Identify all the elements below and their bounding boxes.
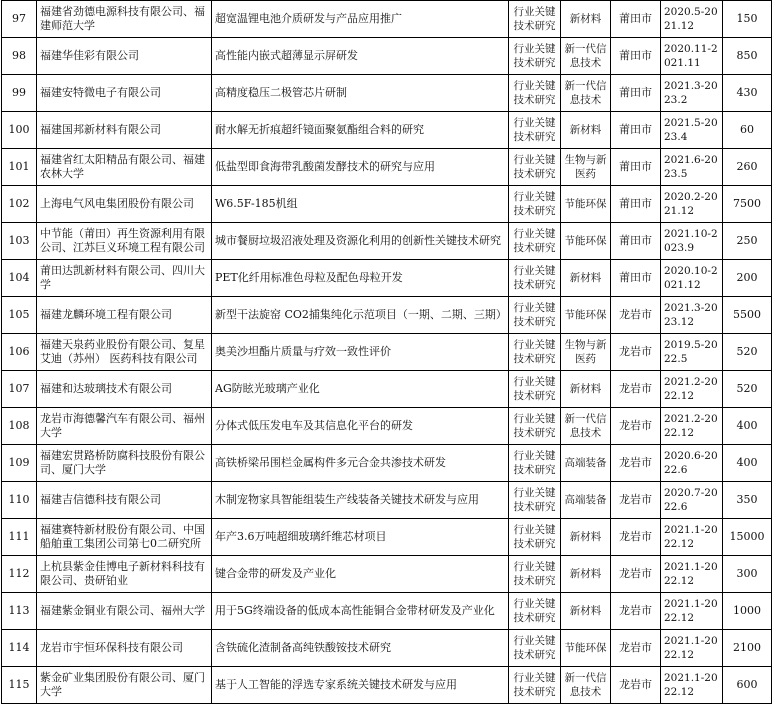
- amount-cell: 200: [723, 260, 772, 297]
- row-number: 99: [2, 75, 37, 112]
- period-cell: 2020.5-2021.12: [661, 1, 723, 38]
- category-cell: 行业关键技术研究: [509, 445, 561, 482]
- category-cell: 行业关键技术研究: [509, 75, 561, 112]
- organization-cell: 福建国邦新材料有限公司: [37, 112, 212, 149]
- period-cell: 2021.2-2022.12: [661, 408, 723, 445]
- project-name-cell: 城市餐厨垃圾沼液处理及资源化利用的创新性关键技术研究: [212, 223, 509, 260]
- city-cell: 莆田市: [611, 75, 661, 112]
- table-row: [2, 260, 772, 297]
- row-number: 111: [2, 519, 37, 556]
- project-name-cell: 键合金带的研发及产业化: [212, 556, 509, 593]
- organization-cell: 福建天泉药业股份有限公司、复星艾迪（苏州） 医药科技有限公司: [37, 334, 212, 371]
- project-name-cell: 超宽温锂电池介质研发与产品应用推广: [212, 1, 509, 38]
- city-cell: 龙岩市: [611, 593, 661, 630]
- project-name-cell: 高精度稳压二极管芯片研制: [212, 75, 509, 112]
- amount-cell: 150: [723, 1, 772, 38]
- tech-field-cell: 新材料: [561, 1, 611, 38]
- amount-cell: 430: [723, 75, 772, 112]
- table-row: [2, 186, 772, 223]
- city-cell: 龙岩市: [611, 334, 661, 371]
- row-number: 97: [2, 1, 37, 38]
- organization-cell: 福建赛特新材股份有限公司、中国船舶重工集团公司第七0二研究所: [37, 519, 212, 556]
- table-row: [2, 519, 772, 556]
- city-cell: 莆田市: [611, 112, 661, 149]
- project-name-cell: 基于人工智能的浮选专家系统关键技术研发与应用: [212, 667, 509, 704]
- table-row: [2, 112, 772, 149]
- amount-cell: 1000: [723, 593, 772, 630]
- amount-cell: 400: [723, 408, 772, 445]
- city-cell: 莆田市: [611, 149, 661, 186]
- period-cell: 2021.2-2022.12: [661, 371, 723, 408]
- city-cell: 龙岩市: [611, 408, 661, 445]
- organization-cell: 福建华佳彩有限公司: [37, 38, 212, 75]
- project-name-cell: 分体式低压发电车及其信息化平台的研发: [212, 408, 509, 445]
- row-number: 101: [2, 149, 37, 186]
- category-cell: 行业关键技术研究: [509, 112, 561, 149]
- project-name-cell: 奥美沙坦酯片质量与疗效一致性评价: [212, 334, 509, 371]
- amount-cell: 7500: [723, 186, 772, 223]
- period-cell: 2020.2-2021.12: [661, 186, 723, 223]
- period-cell: 2019.5-2022.5: [661, 334, 723, 371]
- project-name-cell: 用于5G终端设备的低成本高性能铜合金带材研发及产业化: [212, 593, 509, 630]
- table-row: [2, 408, 772, 445]
- tech-field-cell: 生物与新医药: [561, 149, 611, 186]
- category-cell: 行业关键技术研究: [509, 334, 561, 371]
- row-number: 112: [2, 556, 37, 593]
- amount-cell: 260: [723, 149, 772, 186]
- row-number: 103: [2, 223, 37, 260]
- category-cell: 行业关键技术研究: [509, 186, 561, 223]
- organization-cell: 福建省劲德电源科技有限公司、福建师范大学: [37, 1, 212, 38]
- period-cell: 2021.6-2023.5: [661, 149, 723, 186]
- project-name-cell: 高性能内嵌式超薄显示屏研发: [212, 38, 509, 75]
- table-row: [2, 149, 772, 186]
- amount-cell: 15000: [723, 519, 772, 556]
- organization-cell: 福建吉信德科技有限公司: [37, 482, 212, 519]
- period-cell: 2021.3-2023.2: [661, 75, 723, 112]
- city-cell: 龙岩市: [611, 297, 661, 334]
- table-row: [2, 297, 772, 334]
- table-row: [2, 75, 772, 112]
- row-number: 104: [2, 260, 37, 297]
- project-name-cell: 木制宠物家具智能组装生产线装备关键技术研发与应用: [212, 482, 509, 519]
- project-table: [1, 0, 772, 704]
- organization-cell: 莆田达凯新材料有限公司、四川大学: [37, 260, 212, 297]
- organization-cell: 福建和达玻璃技术有限公司: [37, 371, 212, 408]
- tech-field-cell: 节能环保: [561, 186, 611, 223]
- tech-field-cell: 新一代信息技术: [561, 75, 611, 112]
- city-cell: 龙岩市: [611, 371, 661, 408]
- amount-cell: 250: [723, 223, 772, 260]
- city-cell: 莆田市: [611, 186, 661, 223]
- tech-field-cell: 节能环保: [561, 297, 611, 334]
- period-cell: 2021.1-2022.12: [661, 519, 723, 556]
- city-cell: 龙岩市: [611, 482, 661, 519]
- project-name-cell: PET化纤用标准色母粒及配色母粒开发: [212, 260, 509, 297]
- period-cell: 2021.3-2023.12: [661, 297, 723, 334]
- organization-cell: 上杭县紫金佳博电子新材料科技有限公司、贵研铂业: [37, 556, 212, 593]
- row-number: 107: [2, 371, 37, 408]
- row-number: 105: [2, 297, 37, 334]
- project-name-cell: 含铁硫化渣制备高纯铁酸铵技术研究: [212, 630, 509, 667]
- category-cell: 行业关键技术研究: [509, 223, 561, 260]
- project-name-cell: 年产3.6万吨超细玻璃纤维芯材项目: [212, 519, 509, 556]
- period-cell: 2021.1-2022.12: [661, 667, 723, 704]
- city-cell: 莆田市: [611, 260, 661, 297]
- category-cell: 行业关键技术研究: [509, 260, 561, 297]
- city-cell: 龙岩市: [611, 630, 661, 667]
- organization-cell: 中节能（莆田）再生资源利用有限公司、江苏巨义环境工程有限公司: [37, 223, 212, 260]
- amount-cell: 520: [723, 371, 772, 408]
- row-number: 98: [2, 38, 37, 75]
- organization-cell: 龙岩市宇恒环保科技有限公司: [37, 630, 212, 667]
- table-row: [2, 593, 772, 630]
- amount-cell: 5500: [723, 297, 772, 334]
- category-cell: 行业关键技术研究: [509, 149, 561, 186]
- category-cell: 行业关键技术研究: [509, 38, 561, 75]
- tech-field-cell: 高端装备: [561, 445, 611, 482]
- row-number: 113: [2, 593, 37, 630]
- project-name-cell: 低盐型即食海带乳酸菌发酵技术的研究与应用: [212, 149, 509, 186]
- category-cell: 行业关键技术研究: [509, 408, 561, 445]
- tech-field-cell: 新材料: [561, 371, 611, 408]
- row-number: 114: [2, 630, 37, 667]
- amount-cell: 2100: [723, 630, 772, 667]
- city-cell: 莆田市: [611, 223, 661, 260]
- tech-field-cell: 新一代信息技术: [561, 38, 611, 75]
- table-row: [2, 334, 772, 371]
- amount-cell: 350: [723, 482, 772, 519]
- project-name-cell: W6.5F-185机组: [212, 186, 509, 223]
- amount-cell: 520: [723, 334, 772, 371]
- city-cell: 龙岩市: [611, 667, 661, 704]
- table-row: [2, 223, 772, 260]
- category-cell: 行业关键技术研究: [509, 630, 561, 667]
- amount-cell: 400: [723, 445, 772, 482]
- tech-field-cell: 高端装备: [561, 482, 611, 519]
- row-number: 110: [2, 482, 37, 519]
- organization-cell: 紫金矿业集团股份有限公司、厦门大学: [37, 667, 212, 704]
- amount-cell: 300: [723, 556, 772, 593]
- tech-field-cell: 节能环保: [561, 223, 611, 260]
- city-cell: 龙岩市: [611, 519, 661, 556]
- tech-field-cell: 新一代信息技术: [561, 667, 611, 704]
- table-row: [2, 630, 772, 667]
- amount-cell: 600: [723, 667, 772, 704]
- table-row: [2, 371, 772, 408]
- tech-field-cell: 新材料: [561, 519, 611, 556]
- tech-field-cell: 新材料: [561, 260, 611, 297]
- category-cell: 行业关键技术研究: [509, 519, 561, 556]
- table-row: [2, 556, 772, 593]
- period-cell: 2021.1-2022.12: [661, 556, 723, 593]
- table-row: [2, 482, 772, 519]
- row-number: 106: [2, 334, 37, 371]
- period-cell: 2020.7-2022.6: [661, 482, 723, 519]
- category-cell: 行业关键技术研究: [509, 667, 561, 704]
- row-number: 102: [2, 186, 37, 223]
- period-cell: 2021.5-2023.4: [661, 112, 723, 149]
- city-cell: 莆田市: [611, 1, 661, 38]
- table-row: [2, 445, 772, 482]
- project-rows: [2, 1, 772, 704]
- city-cell: 龙岩市: [611, 445, 661, 482]
- organization-cell: 福建安特微电子有限公司: [37, 75, 212, 112]
- category-cell: 行业关键技术研究: [509, 556, 561, 593]
- tech-field-cell: 节能环保: [561, 630, 611, 667]
- organization-cell: 福建紫金铜业有限公司、福州大学: [37, 593, 212, 630]
- tech-field-cell: 生物与新医药: [561, 334, 611, 371]
- table-row: [2, 1, 772, 38]
- period-cell: 2020.10-2021.12: [661, 260, 723, 297]
- tech-field-cell: 新材料: [561, 112, 611, 149]
- organization-cell: 福建宏贯路桥防腐科技股份有限公司、厦门大学: [37, 445, 212, 482]
- category-cell: 行业关键技术研究: [509, 482, 561, 519]
- category-cell: 行业关键技术研究: [509, 371, 561, 408]
- organization-cell: 福建龙麟环境工程有限公司: [37, 297, 212, 334]
- organization-cell: 福建省红太阳精品有限公司、福建农林大学: [37, 149, 212, 186]
- city-cell: 龙岩市: [611, 556, 661, 593]
- project-name-cell: 高铁桥梁吊围栏金属构件多元合金共渗技术研发: [212, 445, 509, 482]
- project-name-cell: 新型干法旋窑 CO2捕集纯化示范项目（一期、二期、三期）: [212, 297, 509, 334]
- category-cell: 行业关键技术研究: [509, 297, 561, 334]
- period-cell: 2021.10-2023.9: [661, 223, 723, 260]
- amount-cell: 60: [723, 112, 772, 149]
- row-number: 108: [2, 408, 37, 445]
- period-cell: 2021.1-2022.12: [661, 630, 723, 667]
- table-row: [2, 38, 772, 75]
- amount-cell: 850: [723, 38, 772, 75]
- row-number: 115: [2, 667, 37, 704]
- row-number: 100: [2, 112, 37, 149]
- organization-cell: 上海电气风电集团股份有限公司: [37, 186, 212, 223]
- city-cell: 莆田市: [611, 38, 661, 75]
- category-cell: 行业关键技术研究: [509, 1, 561, 38]
- row-number: 109: [2, 445, 37, 482]
- tech-field-cell: 新材料: [561, 556, 611, 593]
- project-name-cell: AG防眩光玻璃产业化: [212, 371, 509, 408]
- table-row: [2, 667, 772, 704]
- period-cell: 2020.6-2022.6: [661, 445, 723, 482]
- organization-cell: 龙岩市海德馨汽车有限公司、福州大学: [37, 408, 212, 445]
- tech-field-cell: 新材料: [561, 593, 611, 630]
- tech-field-cell: 新一代信息技术: [561, 408, 611, 445]
- period-cell: 2020.11-2021.11: [661, 38, 723, 75]
- category-cell: 行业关键技术研究: [509, 593, 561, 630]
- period-cell: 2021.1-2022.12: [661, 593, 723, 630]
- project-name-cell: 耐水解无折痕超纤镜面聚氨酯组合料的研究: [212, 112, 509, 149]
